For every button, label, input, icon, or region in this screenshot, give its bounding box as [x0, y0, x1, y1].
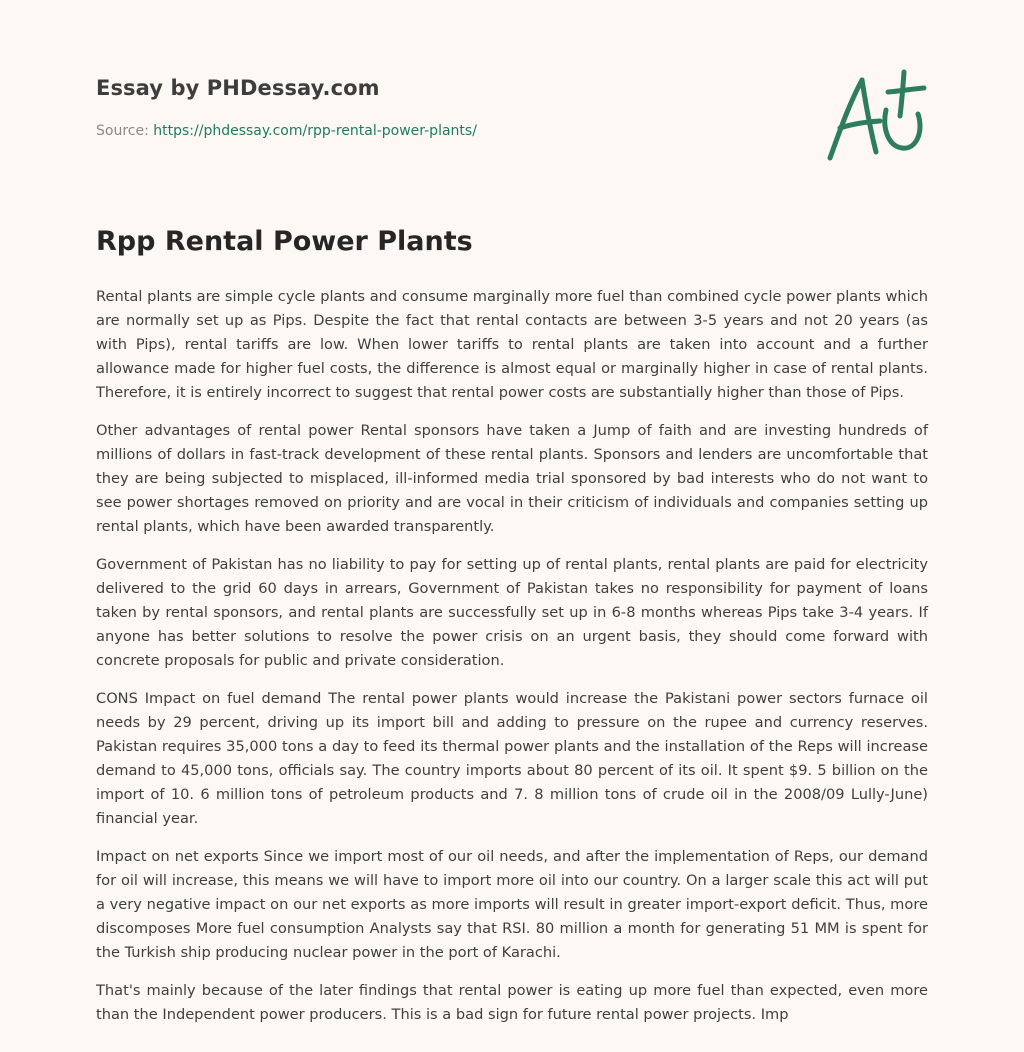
essay-title: Rpp Rental Power Plants — [96, 226, 473, 257]
source-link[interactable]: https://phdessay.com/rpp-rental-power-plants/ — [153, 123, 477, 139]
a-plus-logo-icon — [820, 66, 930, 166]
essay-paragraph: Impact on net exports Since we import most of our oil needs, and after the implementation of Reps, our demand for oil will increase, this means we will have to import more oil into our country. On a larger scale this act will put a very negative impact on our net exports as more imports will result in greater import-export deficit. Thus, more discomposes More fuel consumption Analysts say that RSI. 80 million a month for generating 51 MM is spent for the Turkish ship producing nuclear power in the port of Karachi. — [96, 848, 928, 961]
essay-paragraph: Rental plants are simple cycle plants and consume marginally more fuel than combined cycle power plants which are normally set up as Pips. Despite the fact that rental contacts are between 3-5 years and not 20 years (as with Pips), rental tariffs are low. When lower tariffs to rental plants are taken into account and a further allowance made for higher fuel costs, the difference is almost equal or marginally higher in case of rental plants. Therefore, it is entirely incorrect to suggest that rental power costs are substantially higher than those of Pips. — [96, 288, 928, 401]
essay-body — [96, 285, 928, 1041]
essay-paragraph: Government of Pakistan has no liability to pay for setting up of rental plants, rental plants are paid for electricity delivered to the grid 60 days in arrears, Government of Pakistan takes no responsibility for payment of loans taken by rental sponsors, and rental plants are successfully set up in 6-8 months whereas Pips take 3-4 years. If anyone has better solutions to resolve the power crisis on an urgent basis, they should come forward with concrete proposals for public and private consideration. — [96, 556, 928, 669]
source-line — [96, 123, 477, 139]
site-title: Essay by PHDessay.com — [96, 76, 380, 100]
source-label: Source: — [96, 123, 149, 139]
essay-paragraph: CONS Impact on fuel demand The rental power plants would increase the Pakistani power sectors furnace oil needs by 29 percent, driving up its import bill and adding to pressure on the rupee and currency reserves. Pakistan requires 35,000 tons a day to feed its thermal power plants and the installation of the Reps will increase demand to 45,000 tons, officials say. The country imports about 80 percent of its oil. It spent $9. 5 billion on the import of 10. 6 million tons of petroleum products and 7. 8 million tons of crude oil in the 2008/09 Lully-June) financial year. — [96, 690, 928, 827]
essay-paragraph: That's mainly because of the later findings that rental power is eating up more fuel than expected, even more than the Independent power producers. This is a bad sign for future rental power projects. Imp — [96, 982, 928, 1023]
essay-paragraph: Other advantages of rental power Rental sponsors have taken a Jump of faith and are investing hundreds of millions of dollars in fast-track development of these rental plants. Sponsors and lenders are uncomfortable that they are being subjected to misplaced, ill-informed media trial sponsored by bad interests who do not want to see power shortages removed on priority and are vocal in their criticism of individuals and companies setting up rental plants, which have been awarded transparently. — [96, 422, 928, 535]
